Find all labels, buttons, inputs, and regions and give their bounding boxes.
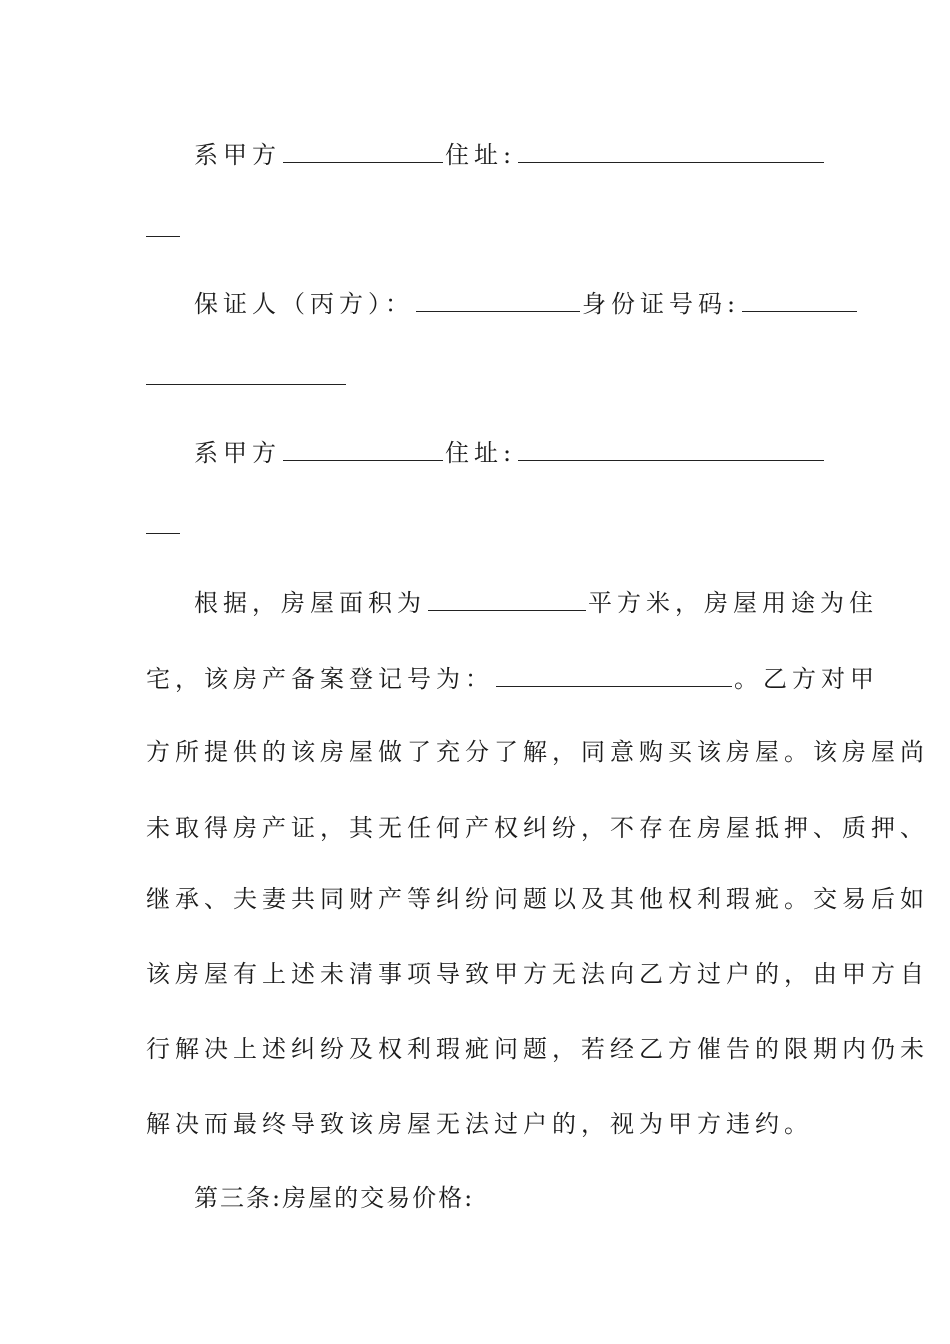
text-registration-label: 宅，该房产备案登记号为： [146,665,494,693]
blank-field-address-2[interactable] [518,434,824,461]
paragraph-line-3: 方所提供的该房屋做了充分了解，同意购买该房屋。该房屋尚 [146,738,929,766]
paragraph-line-5: 继承、夫妻共同财产等纠纷问题以及其他权利瑕疵。交易后如 [146,885,929,913]
seller-address-line-1 [194,136,826,171]
article-3-heading: 第三条:房屋的交易价格: [194,1184,475,1212]
guarantor-line [194,285,859,320]
blank-field-registration-no[interactable] [496,660,732,687]
blank-field-id-number-continuation[interactable] [146,384,346,385]
text-registration-tail: 。乙方对甲 [734,665,879,693]
paragraph-line-8: 解决而最终导致该房屋无法过户的，视为甲方违约。 [146,1110,813,1138]
blank-field-relation[interactable] [283,136,443,163]
blank-field-relation-2[interactable] [283,434,443,461]
label-address-2: 住址: [445,439,517,467]
seller-address-line-2 [194,434,826,469]
blank-field-id-number[interactable] [742,285,857,312]
paragraph-line-1 [194,584,878,619]
text-house-area-label: 根据，房屋面积为 [194,589,426,617]
blank-field-address[interactable] [518,136,824,163]
blank-field-address-2-continuation[interactable] [146,533,180,534]
blank-field-guarantor-name[interactable] [416,285,580,312]
paragraph-line-7: 行解决上述纠纷及权利瑕疵问题，若经乙方催告的限期内仍未 [146,1035,929,1063]
label-id-number: 身份证号码: [582,290,741,318]
paragraph-line-6: 该房屋有上述未清事项导致甲方无法向乙方过户的，由甲方自 [146,960,929,988]
blank-field-address-continuation[interactable] [146,236,180,237]
label-related-party-a-2: 系甲方 [194,439,281,467]
text-house-usage: 平方米，房屋用途为住 [588,589,878,617]
paragraph-line-2 [146,660,879,695]
blank-field-area[interactable] [428,584,586,611]
label-address: 住址: [445,141,517,169]
paragraph-line-4: 未取得房产证，其无任何产权纠纷，不存在房屋抵押、质押、 [146,814,929,842]
label-related-party-a: 系甲方 [194,141,281,169]
label-guarantor: 保证人（丙方）： [194,290,414,318]
